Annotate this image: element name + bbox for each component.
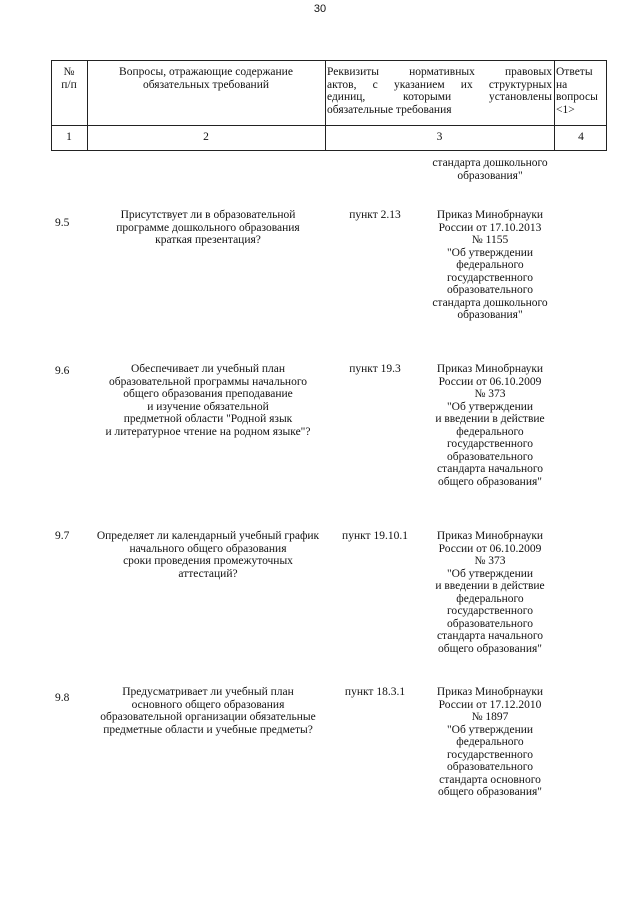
document-line: № 373 [474,388,506,400]
document-line: стандарта основного [439,773,541,786]
document-line: общего образования" [438,642,542,655]
header-col4-line: на [556,78,568,91]
document-line: общего образования" [438,786,542,798]
question-line: Предусматривает ли учебный план [122,686,294,698]
header-col2 [88,66,324,91]
header-col3-line: актов, с указанием их структурных [327,78,552,91]
column-number: 2 [203,131,209,143]
document-line: "Об утверждении [446,723,534,736]
row-point: пункт 2.13 [349,209,401,221]
document-line: стандарта начального [436,463,544,475]
header-col4 [556,66,606,116]
header-col2-line: Вопросы, отражающие содержание [119,66,293,78]
question-line: предметные области и учебные предметы? [103,723,313,736]
question-line: Присутствует ли в образовательной [120,209,296,221]
row-document [420,686,560,799]
document-line: образовательного [447,450,533,463]
document-line: России от 06.10.2009 [438,542,542,555]
row-question [90,530,326,580]
header-bottom-border [51,150,607,151]
document-line: России от 17.12.2010 [438,698,542,711]
row-point: пункт 18.3.1 [344,686,406,698]
document-line: и введении в действие [435,413,545,425]
question-line: и литературное чтение на родном языке"? [105,425,311,438]
document-line: № 1155 [471,234,509,246]
document-line: "Об утверждении [446,246,534,259]
header-col1-line: № [63,66,75,78]
header-col4-line: <1> [556,103,575,116]
continuation-line: образования" [457,169,523,182]
document-line: стандарта начального [436,630,544,642]
page-number: 30 [313,3,327,15]
question-line: программе дошкольного образования [116,221,300,234]
document-line: государственного [447,605,533,617]
question-line: образовательной организации обязательные [100,711,316,723]
document-line: федерального [456,425,524,438]
row-question [90,209,326,247]
question-line: образовательной программы начального [108,375,308,388]
continuation-line: стандарта дошкольного [432,157,548,169]
document-line: Приказ Минобрнауки [436,209,544,221]
document-line: Приказ Минобрнауки [436,363,544,375]
row-point: пункт 19.3 [349,363,401,375]
document-line: № 1897 [471,711,509,723]
row-document [420,209,560,322]
document-line: образовательного [447,761,533,773]
question-line: общего образования преподавание [123,388,293,400]
column-number: 1 [66,131,72,143]
question-line: и изучение обязательной [147,400,269,413]
header-vline-2 [325,60,326,151]
document-line: "Об утверждении [446,400,534,413]
document-line: федерального [456,736,524,748]
row-number: 9.7 [55,530,70,542]
document-line: Приказ Минобрнауки [436,686,544,698]
header-col1 [51,66,87,91]
header-col4-line: Ответы [556,66,593,78]
header-col2-line: обязательных требований [142,78,270,91]
header-top-border [51,60,607,61]
document-line: федерального [456,592,524,605]
document-line: образования" [457,309,523,321]
document-line: России от 17.10.2013 [438,221,542,234]
header-col4-line: вопросы [556,91,598,103]
question-line: аттестаций? [178,567,238,580]
question-line: начального общего образования [129,542,287,555]
column-number: 4 [578,131,584,143]
question-line: Обеспечивает ли учебный план [130,363,286,375]
document-line: Приказ Минобрнауки [436,530,544,542]
document-line: государственного [447,438,533,450]
document-line: стандарта дошкольного [432,296,548,309]
document-line: государственного [447,748,533,761]
header-col1-line: п/п [61,78,77,91]
question-line: основного общего образования [131,698,285,711]
question-line: краткая презентация? [155,234,261,246]
row-document [420,363,560,488]
row-document [420,530,560,655]
row-point: пункт 19.10.1 [342,530,408,542]
document-line: № 373 [474,555,506,567]
document-line: образовательного [447,617,533,630]
header-col3-line: единиц, которыми установлены [327,91,552,103]
column-number: 3 [436,131,443,143]
header-mid-border [51,125,607,126]
question-line: предметной области "Родной язык [123,413,293,425]
document-line: государственного [447,271,533,284]
document-line: "Об утверждении [446,567,534,580]
row-number: 9.6 [55,365,70,377]
header-col3-line: Реквизиты нормативных правовых [327,66,552,78]
document-line: федерального [456,259,524,271]
document-line: образовательного [447,284,533,296]
row-number: 9.5 [55,217,70,229]
row-question [90,686,326,736]
question-line: Определяет ли календарный учебный график [96,530,320,542]
row-question [90,363,326,438]
row-number: 9.8 [55,692,70,704]
document-line: общего образования" [438,475,542,488]
header-vline-3 [554,60,555,151]
question-line: сроки проведения промежуточных [123,555,293,567]
document-line: и введении в действие [435,580,545,592]
continuation-text [420,157,560,182]
header-vline-4 [606,60,607,151]
header-col3 [327,66,552,116]
document-line: России от 06.10.2009 [438,375,542,388]
header-col3-line: обязательные требования [327,103,452,116]
